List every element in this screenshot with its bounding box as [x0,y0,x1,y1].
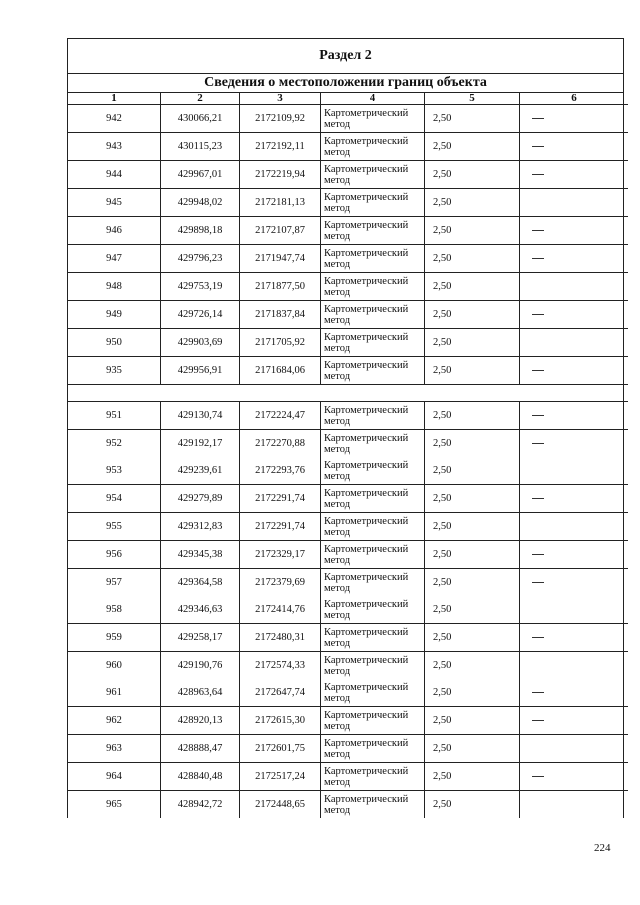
method-line-2: метод [324,314,351,326]
description-cell [520,189,629,217]
accuracy-value: 2,50 [425,402,520,430]
point-number: 963 [68,735,161,763]
description-cell [520,763,629,791]
table-row [68,679,628,707]
table-body [68,105,628,819]
description-cell [520,402,629,430]
coord-y: 2171947,74 [240,245,321,273]
description-cell [520,485,629,513]
accuracy-value: 2,50 [425,541,520,569]
coord-x: 428888,47 [161,735,240,763]
table-row [68,569,628,597]
method-line-1: Картометрический [324,543,409,555]
coord-x: 428840,48 [161,763,240,791]
section-title: Раздел 2 [68,39,623,74]
coord-y: 2172109,92 [240,105,321,133]
method-line-1: Картометрический [324,626,409,638]
method-cell [321,485,425,513]
method-cell [321,133,425,161]
method-line-1: Картометрический [324,709,409,721]
accuracy-value: 2,50 [425,596,520,624]
dash-mark [532,582,544,583]
dash-mark [532,174,544,175]
coord-y: 2172224,47 [240,402,321,430]
accuracy-value: 2,50 [425,791,520,819]
dash-mark [532,230,544,231]
point-number: 945 [68,189,161,217]
description-cell [520,301,629,329]
coord-x: 428920,13 [161,707,240,735]
accuracy-value: 2,50 [425,161,520,189]
method-line-1: Картометрический [324,487,409,499]
coord-y: 2171837,84 [240,301,321,329]
table-row [68,189,628,217]
accuracy-value: 2,50 [425,569,520,597]
method-line-2: метод [324,146,351,158]
method-cell [321,357,425,385]
dash-mark [532,498,544,499]
dash-mark [532,415,544,416]
dash-mark [532,776,544,777]
coord-x: 430066,21 [161,105,240,133]
method-line-1: Картометрический [324,107,409,119]
description-cell [520,245,629,273]
coord-y: 2172647,74 [240,679,321,707]
accuracy-value: 2,50 [425,485,520,513]
method-cell [321,679,425,707]
method-line-2: метод [324,637,351,649]
coord-y: 2172517,24 [240,763,321,791]
accuracy-value: 2,50 [425,105,520,133]
coord-x: 428963,64 [161,679,240,707]
accuracy-value: 2,50 [425,430,520,458]
coord-x: 429239,61 [161,457,240,485]
coord-y: 2172219,94 [240,161,321,189]
table-row [68,245,628,273]
method-line-1: Картометрический [324,191,409,203]
point-number: 958 [68,596,161,624]
col-header-6: 6 [520,93,629,105]
coord-x: 428942,72 [161,791,240,819]
method-cell [321,652,425,680]
accuracy-value: 2,50 [425,679,520,707]
coord-y: 2172615,30 [240,707,321,735]
method-cell [321,245,425,273]
method-line-1: Картометрический [324,275,409,287]
accuracy-value: 2,50 [425,189,520,217]
coord-y: 2172414,76 [240,596,321,624]
col-header-1: 1 [68,93,161,105]
dash-mark [532,443,544,444]
point-number: 960 [68,652,161,680]
accuracy-value: 2,50 [425,133,520,161]
table-row [68,105,628,133]
accuracy-value: 2,50 [425,273,520,301]
point-number: 952 [68,430,161,458]
table-row [68,652,628,680]
col-header-5: 5 [425,93,520,105]
accuracy-value: 2,50 [425,245,520,273]
method-line-2: метод [324,498,351,510]
method-line-2: метод [324,748,351,760]
coord-x: 429192,17 [161,430,240,458]
description-cell [520,596,629,624]
method-line-2: метод [324,804,351,816]
empty-cell [520,385,629,402]
description-cell [520,679,629,707]
table-row [68,513,628,541]
method-cell [321,791,425,819]
coord-x: 429345,38 [161,541,240,569]
method-line-1: Картометрический [324,598,409,610]
coord-x: 429258,17 [161,624,240,652]
method-cell [321,402,425,430]
coord-x: 429753,19 [161,273,240,301]
point-number: 964 [68,763,161,791]
method-cell [321,763,425,791]
method-cell [321,457,425,485]
coord-x: 429130,74 [161,402,240,430]
point-number: 954 [68,485,161,513]
point-number: 948 [68,273,161,301]
method-line-2: метод [324,342,351,354]
coord-x: 429346,63 [161,596,240,624]
description-cell [520,457,629,485]
coord-x: 429279,89 [161,485,240,513]
method-line-1: Картометрический [324,303,409,315]
method-cell [321,301,425,329]
description-cell [520,105,629,133]
col-header-3: 3 [240,93,321,105]
coord-y: 2172270,88 [240,430,321,458]
description-cell [520,652,629,680]
table-row [68,329,628,357]
table-row [68,541,628,569]
coord-y: 2172293,76 [240,457,321,485]
dash-mark [532,314,544,315]
coord-y: 2172574,33 [240,652,321,680]
coord-y: 2171705,92 [240,329,321,357]
boundary-table [68,93,628,818]
method-cell [321,430,425,458]
group-separator-row [68,385,628,402]
accuracy-value: 2,50 [425,217,520,245]
table-row [68,735,628,763]
point-number: 955 [68,513,161,541]
dash-mark [532,118,544,119]
table-row [68,596,628,624]
empty-cell [161,385,240,402]
method-cell [321,161,425,189]
accuracy-value: 2,50 [425,457,520,485]
method-cell [321,105,425,133]
coord-y: 2172107,87 [240,217,321,245]
accuracy-value: 2,50 [425,707,520,735]
description-cell [520,791,629,819]
method-cell [321,329,425,357]
description-cell [520,624,629,652]
description-cell [520,273,629,301]
description-cell [520,161,629,189]
coord-y: 2172291,74 [240,513,321,541]
table-row [68,624,628,652]
dash-mark [532,258,544,259]
description-cell [520,329,629,357]
point-number: 944 [68,161,161,189]
method-line-2: метод [324,118,351,130]
empty-cell [321,385,425,402]
coord-x: 429903,69 [161,329,240,357]
table-row [68,457,628,485]
method-line-2: метод [324,370,351,382]
method-line-1: Картометрический [324,359,409,371]
coord-x: 429190,76 [161,652,240,680]
accuracy-value: 2,50 [425,329,520,357]
method-line-2: метод [324,443,351,455]
coord-y: 2172181,13 [240,189,321,217]
method-line-1: Картометрический [324,404,409,416]
coord-y: 2172601,75 [240,735,321,763]
table-row [68,357,628,385]
method-cell [321,624,425,652]
table-row [68,791,628,819]
coord-y: 2171684,06 [240,357,321,385]
method-line-1: Картометрический [324,247,409,259]
method-line-2: метод [324,776,351,788]
description-cell [520,133,629,161]
method-line-1: Картометрический [324,331,409,343]
table-row [68,707,628,735]
point-number: 935 [68,357,161,385]
method-line-1: Картометрический [324,654,409,666]
method-line-1: Картометрический [324,681,409,693]
coord-x: 429967,01 [161,161,240,189]
coord-x: 429796,23 [161,245,240,273]
col-header-4: 4 [321,93,425,105]
point-number: 959 [68,624,161,652]
description-cell [520,569,629,597]
table-row [68,763,628,791]
method-cell [321,273,425,301]
empty-cell [240,385,321,402]
point-number: 956 [68,541,161,569]
point-number: 950 [68,329,161,357]
method-cell [321,189,425,217]
method-line-2: метод [324,470,351,482]
description-cell [520,735,629,763]
coord-x: 429956,91 [161,357,240,385]
description-cell [520,513,629,541]
table-row [68,273,628,301]
coord-x: 429364,58 [161,569,240,597]
table-subtitle: Сведения о местоположении границ объекта [68,74,623,93]
method-cell [321,596,425,624]
point-number: 962 [68,707,161,735]
header-row [68,93,628,105]
description-cell [520,357,629,385]
coord-x: 429726,14 [161,301,240,329]
coord-y: 2172291,74 [240,485,321,513]
table-row [68,402,628,430]
description-cell [520,430,629,458]
col-header-2: 2 [161,93,240,105]
method-line-2: метод [324,720,351,732]
description-cell [520,707,629,735]
method-cell [321,217,425,245]
coord-y: 2172379,69 [240,569,321,597]
coord-x: 429898,18 [161,217,240,245]
method-line-2: метод [324,692,351,704]
method-line-2: метод [324,554,351,566]
description-cell [520,541,629,569]
method-line-1: Картометрический [324,163,409,175]
table-row [68,485,628,513]
dash-mark [532,720,544,721]
dash-mark [532,146,544,147]
dash-mark [532,692,544,693]
point-number: 943 [68,133,161,161]
method-line-2: метод [324,174,351,186]
table-row [68,301,628,329]
empty-cell [425,385,520,402]
point-number: 942 [68,105,161,133]
empty-cell [68,385,161,402]
document-frame [67,38,624,818]
coord-x: 430115,23 [161,133,240,161]
method-line-1: Картометрический [324,571,409,583]
description-cell [520,217,629,245]
method-line-2: метод [324,230,351,242]
accuracy-value: 2,50 [425,624,520,652]
method-cell [321,707,425,735]
method-line-2: метод [324,665,351,677]
coord-y: 2172192,11 [240,133,321,161]
accuracy-value: 2,50 [425,735,520,763]
method-line-2: метод [324,582,351,594]
point-number: 947 [68,245,161,273]
method-line-2: метод [324,609,351,621]
table-row [68,430,628,458]
table-row [68,161,628,189]
method-cell [321,735,425,763]
dash-mark [532,370,544,371]
coord-y: 2172448,65 [240,791,321,819]
page-number: 224 [594,842,611,854]
table-row [68,133,628,161]
method-line-1: Картометрический [324,135,409,147]
point-number: 957 [68,569,161,597]
method-cell [321,541,425,569]
dash-mark [532,637,544,638]
method-line-1: Картометрический [324,459,409,471]
point-number: 965 [68,791,161,819]
coord-x: 429312,83 [161,513,240,541]
method-line-1: Картометрический [324,515,409,527]
coord-y: 2171877,50 [240,273,321,301]
accuracy-value: 2,50 [425,357,520,385]
method-line-2: метод [324,526,351,538]
point-number: 953 [68,457,161,485]
accuracy-value: 2,50 [425,301,520,329]
point-number: 961 [68,679,161,707]
point-number: 946 [68,217,161,245]
coord-y: 2172480,31 [240,624,321,652]
dash-mark [532,554,544,555]
coord-x: 429948,02 [161,189,240,217]
method-line-2: метод [324,258,351,270]
method-line-1: Картометрический [324,737,409,749]
coord-y: 2172329,17 [240,541,321,569]
point-number: 951 [68,402,161,430]
method-line-2: метод [324,202,351,214]
method-line-2: метод [324,415,351,427]
method-line-1: Картометрический [324,765,409,777]
method-cell [321,569,425,597]
method-line-2: метод [324,286,351,298]
accuracy-value: 2,50 [425,652,520,680]
method-line-1: Картометрический [324,793,409,805]
method-cell [321,513,425,541]
accuracy-value: 2,50 [425,513,520,541]
table-row [68,217,628,245]
accuracy-value: 2,50 [425,763,520,791]
point-number: 949 [68,301,161,329]
method-line-1: Картометрический [324,219,409,231]
method-line-1: Картометрический [324,432,409,444]
